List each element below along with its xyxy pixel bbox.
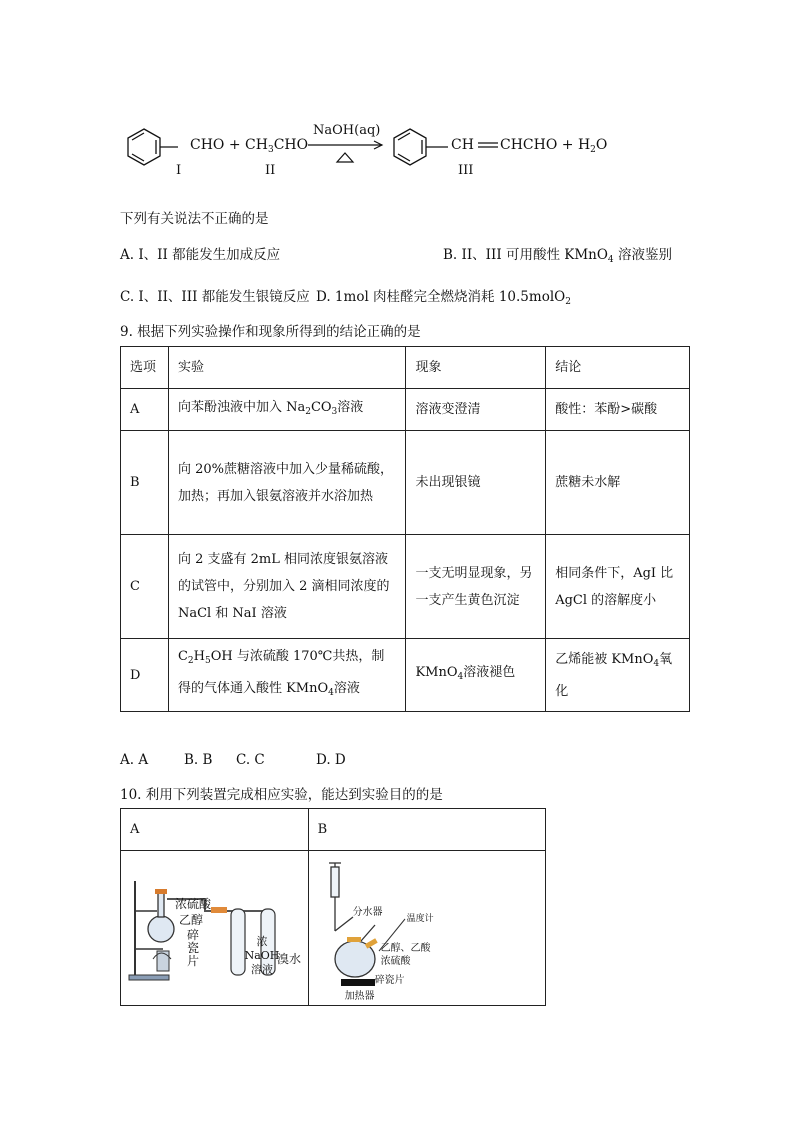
benzene-ring-1-icon xyxy=(128,129,178,165)
heater-icon xyxy=(341,979,375,986)
reaction-arrow-icon xyxy=(308,141,382,162)
q8-option-c: C. I、II、III 都能发生银镜反应 xyxy=(120,289,310,305)
row-experiment: 向 20%蔗糖溶液中加入少量稀硫酸，加热；再加入银氨溶液并水浴加热 xyxy=(168,431,406,535)
row-option: D xyxy=(121,639,169,712)
label-water-separator: 分水器 xyxy=(352,907,383,918)
apparatus-a-diagram xyxy=(121,851,307,1005)
label-ethanol: 乙醇 xyxy=(179,913,204,927)
q10-stem: 10. 利用下列装置完成相应实验，能达到实验目的的是 xyxy=(120,787,443,803)
label-heater: 加热器 xyxy=(344,991,375,1002)
q8-option-d: D. 1mol 肉桂醛完全燃烧消耗 10.5molO$_2$ xyxy=(316,289,571,307)
stopper-icon xyxy=(155,889,167,894)
label-thermometer: 温度计 xyxy=(406,914,434,924)
row-conclusion: 相同条件下，AgI 比 AgCl 的溶解度小 xyxy=(546,535,690,639)
row-experiment: 向苯酚浊液中加入 $Na_2CO_3$溶液 xyxy=(168,389,406,431)
compound-label-2: II xyxy=(265,163,276,178)
q9-answer-c: C. C xyxy=(236,752,265,768)
q9-stem: 9. 根据下列实验操作和现象所得到的结论正确的是 xyxy=(120,324,421,340)
q9-table xyxy=(120,346,690,712)
label-bromine-water: 溴水 xyxy=(277,952,302,966)
table-header-row xyxy=(121,347,690,389)
benzene-ring-2-icon xyxy=(394,129,448,165)
header-option: 选项 xyxy=(121,347,169,389)
table-header-row xyxy=(121,809,546,851)
header-conclusion: 结论 xyxy=(546,347,690,389)
apparatus-b-cell xyxy=(308,851,545,1006)
row-conclusion: 蔗糖未水解 xyxy=(546,431,690,535)
row-phenomenon: 未出现银镜 xyxy=(406,431,546,535)
product-text: CHCHO + $H_2O$ xyxy=(500,137,608,155)
q8-option-a: A. I、II 都能发生加成反应 xyxy=(120,247,281,263)
row-option: A xyxy=(121,389,169,431)
product-ch: CH xyxy=(451,137,474,153)
compound-label-3: III xyxy=(458,163,474,178)
row-option: B xyxy=(121,431,169,535)
label-reagents: 乙醇、乙酸 xyxy=(380,943,431,954)
apparatus-a-cell xyxy=(121,851,309,1006)
row-experiment: $C_2H_5OH$ 与浓硫酸 170℃共热，制得的气体通入酸性 KMnO$_4$溶液 xyxy=(168,639,406,712)
label-chips: 碎 瓷 片 xyxy=(187,928,200,968)
q9-answer-b: B. B xyxy=(184,752,213,768)
row-phenomenon: KMnO$_4$溶液褪色 xyxy=(406,639,546,712)
header-a: A xyxy=(121,809,309,851)
label-conc-h2so4-b: 浓硫酸 xyxy=(380,956,411,967)
row-phenomenon: 一支无明显现象，另一支产生黄色沉淀 xyxy=(406,535,546,639)
reaction-condition: NaOH(aq) xyxy=(313,123,381,138)
q10-table xyxy=(120,808,546,1006)
label-naoh: 浓 NaOH 溶液 xyxy=(244,935,280,976)
row-conclusion: 酸性：苯酚>碳酸 xyxy=(546,389,690,431)
table-row xyxy=(121,389,690,431)
table-row xyxy=(121,535,690,639)
row-experiment: 向 2 支盛有 2mL 相同浓度银氨溶液的试管中，分别加入 2 滴相同浓度的 NaCl 和 NaI 溶液 xyxy=(168,535,406,639)
q9-answer-d: D. D xyxy=(316,752,346,768)
compound-label-1: I xyxy=(176,163,182,178)
apparatus-b-diagram xyxy=(309,851,545,1005)
header-experiment: 实验 xyxy=(168,347,406,389)
q8-stem: 下列有关说法不正确的是 xyxy=(120,211,269,227)
table-row xyxy=(121,851,546,1006)
row-conclusion: 乙烯能被 KMnO$_4$氧化 xyxy=(546,639,690,712)
row-phenomenon: 溶液变澄清 xyxy=(406,389,546,431)
label-conc-h2so4: 浓硫酸 xyxy=(175,897,212,911)
double-bond-icon xyxy=(478,143,498,147)
table-row xyxy=(121,431,690,535)
header-b: B xyxy=(308,809,545,851)
table-row xyxy=(121,639,690,712)
header-phenomenon: 现象 xyxy=(406,347,546,389)
q9-answer-a: A. A xyxy=(120,752,149,768)
label-chips-b: 碎瓷片 xyxy=(374,975,405,986)
q8-option-b: B. II、III 可用酸性 KMnO$_4$ 溶液鉴别 xyxy=(443,247,672,265)
row-option: C xyxy=(121,535,169,639)
reactant-text: CHO + $CH_3CHO$ xyxy=(190,137,309,155)
